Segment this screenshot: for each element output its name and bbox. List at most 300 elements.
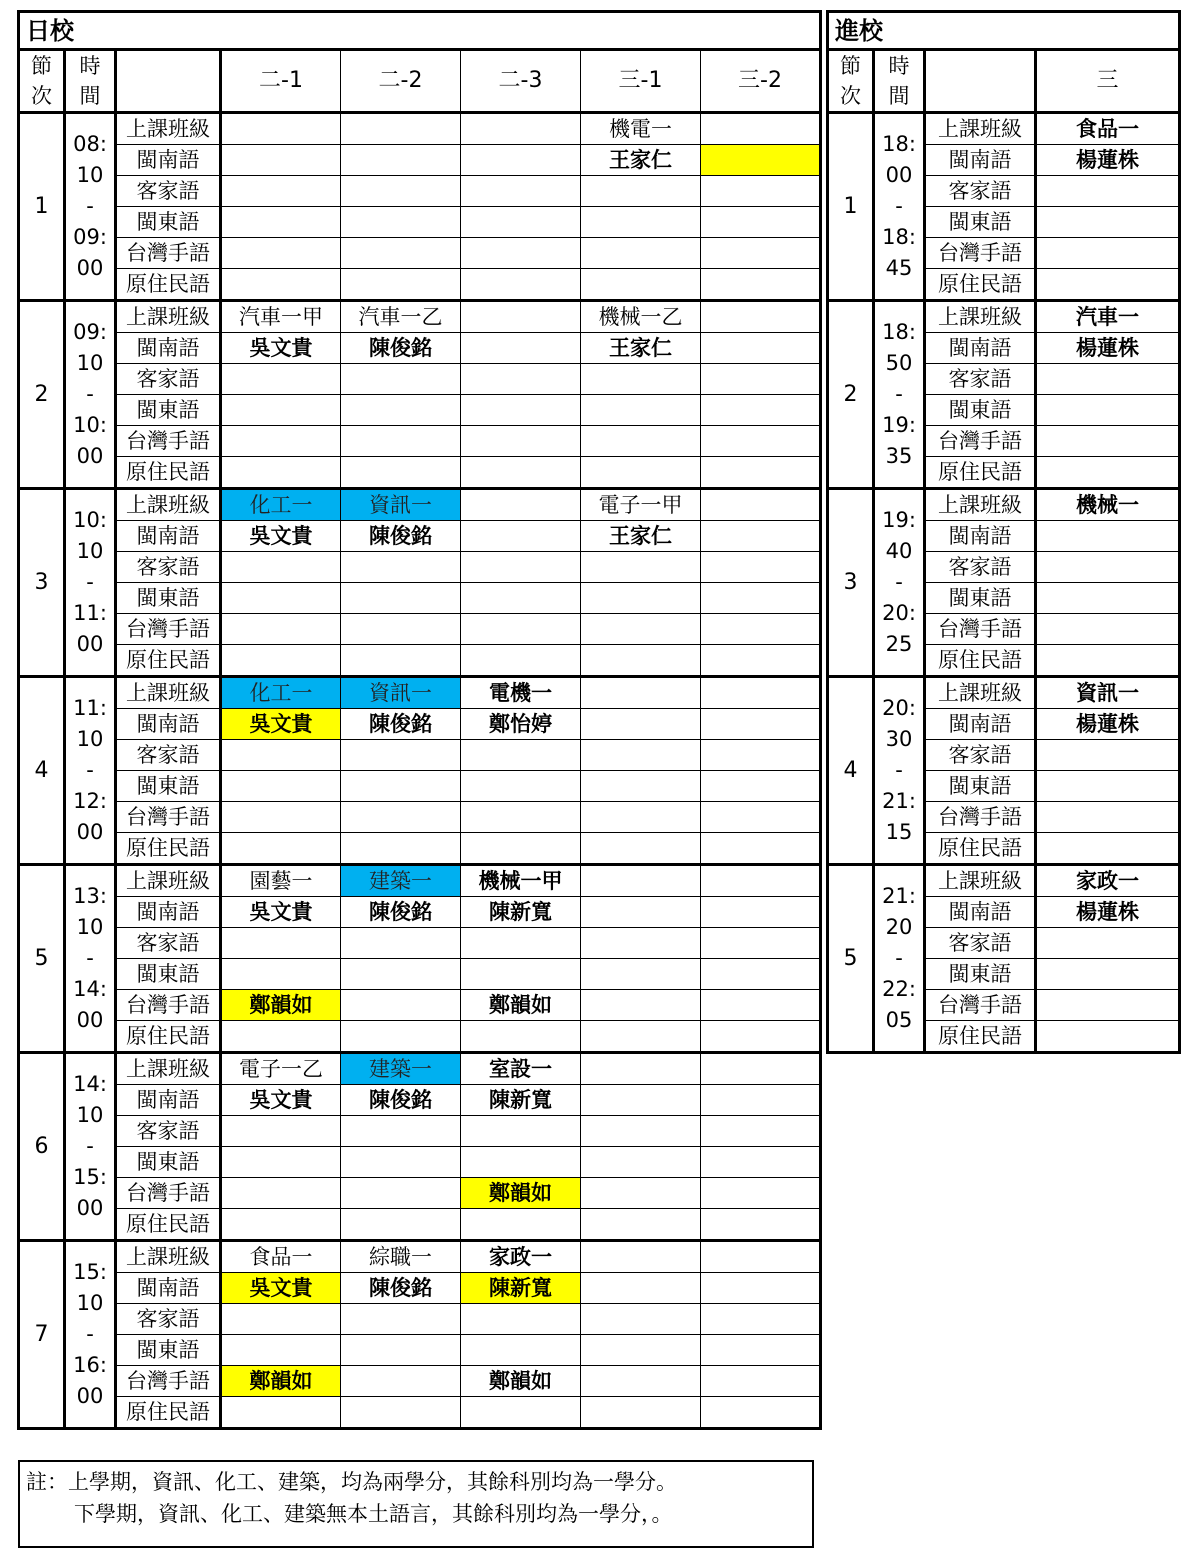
day-school-table <box>17 10 822 1430</box>
schedule-cell <box>1036 1021 1180 1053</box>
schedule-row <box>19 364 821 395</box>
schedule-cell <box>581 207 701 238</box>
schedule-cell <box>461 771 581 802</box>
schedule-row <box>828 489 1180 521</box>
period-time <box>65 677 116 865</box>
period-number: 1 <box>19 113 65 301</box>
schedule-cell <box>581 740 701 771</box>
schedule-row <box>19 1116 821 1147</box>
footnote-line-2: 下學期，資訊、化工、建築無本土語言，其餘科別均為一學分，。 <box>74 1502 673 1526</box>
schedule-cell <box>1036 269 1180 301</box>
schedule-cell <box>341 959 461 990</box>
schedule-cell <box>701 990 821 1021</box>
period-time-part: 00 <box>76 1008 104 1032</box>
schedule-cell: 王家仁 <box>581 145 701 176</box>
schedule-cell: 陳俊銘 <box>341 897 461 928</box>
schedule-cell <box>341 395 461 426</box>
title-row <box>19 12 821 50</box>
row-label: 閩東語 <box>116 771 221 802</box>
row-label: 台灣手語 <box>116 1366 221 1397</box>
row-label: 閩東語 <box>116 1335 221 1366</box>
period-time-part: 11: <box>73 696 107 720</box>
schedule-cell <box>461 176 581 207</box>
schedule-cell: 電子一甲 <box>581 489 701 521</box>
header-column: 三-1 <box>581 50 701 113</box>
schedule-cell: 資訊一 <box>341 489 461 521</box>
row-label: 閩東語 <box>116 207 221 238</box>
period-time <box>874 489 925 677</box>
row-label: 閩南語 <box>116 145 221 176</box>
header-period-char: 節 <box>31 54 52 78</box>
row-label: 原住民語 <box>925 1021 1036 1053</box>
schedule-cell: 楊蓮株 <box>1036 145 1180 176</box>
header-period-char: 節 <box>840 54 861 78</box>
schedule-row <box>19 802 821 833</box>
schedule-cell <box>701 176 821 207</box>
header-label-blank <box>116 50 221 113</box>
period-time-part: 21: <box>882 884 916 908</box>
schedule-cell <box>461 802 581 833</box>
schedule-row <box>19 1335 821 1366</box>
schedule-row <box>19 897 821 928</box>
period-number: 1 <box>828 113 874 301</box>
row-label: 台灣手語 <box>925 802 1036 833</box>
schedule-cell <box>341 113 461 145</box>
period-time-part: 08: <box>73 132 107 156</box>
schedule-cell <box>581 677 701 709</box>
schedule-row <box>19 645 821 677</box>
schedule-cell <box>701 1021 821 1053</box>
schedule-cell <box>701 709 821 740</box>
schedule-cell: 陳俊銘 <box>341 521 461 552</box>
period-time-part: 00 <box>76 444 104 468</box>
schedule-cell <box>701 238 821 269</box>
schedule-cell <box>1036 990 1180 1021</box>
schedule-row <box>19 552 821 583</box>
schedule-row <box>19 301 821 333</box>
schedule-cell: 汽車一 <box>1036 301 1180 333</box>
schedule-cell: 建築一 <box>341 865 461 897</box>
schedule-cell <box>701 1147 821 1178</box>
period-time-part: - <box>86 194 94 218</box>
schedule-row <box>19 113 821 145</box>
schedule-cell <box>581 990 701 1021</box>
period-time-part: 10 <box>76 727 104 751</box>
header-time <box>874 50 925 113</box>
header-label-blank <box>925 50 1036 113</box>
schedule-cell <box>701 426 821 457</box>
row-label: 閩南語 <box>116 1085 221 1116</box>
schedule-cell <box>461 1116 581 1147</box>
period-number: 2 <box>19 301 65 489</box>
schedule-row <box>19 583 821 614</box>
schedule-cell <box>341 1335 461 1366</box>
schedule-cell <box>701 1178 821 1209</box>
period-time-part: 35 <box>885 444 913 468</box>
period-time-part: 15: <box>73 1165 107 1189</box>
schedule-cell <box>461 457 581 489</box>
schedule-cell <box>341 1178 461 1209</box>
schedule-cell <box>221 1304 341 1335</box>
period-time-part: 16: <box>73 1353 107 1377</box>
schedule-cell <box>701 113 821 145</box>
period-time-part: 11: <box>73 601 107 625</box>
schedule-cell <box>221 1209 341 1241</box>
period-time-part: 00 <box>76 820 104 844</box>
period-time-part: 12: <box>73 789 107 813</box>
header-column: 三-2 <box>701 50 821 113</box>
schedule-cell <box>581 1209 701 1241</box>
period-time-part: 20: <box>882 696 916 720</box>
row-label: 閩東語 <box>925 583 1036 614</box>
schedule-cell <box>461 740 581 771</box>
row-label: 台灣手語 <box>116 238 221 269</box>
row-label: 上課班級 <box>925 301 1036 333</box>
schedule-cell: 鄭韻如 <box>461 1366 581 1397</box>
row-label: 閩南語 <box>925 145 1036 176</box>
schedule-cell <box>341 552 461 583</box>
schedule-cell <box>701 1241 821 1273</box>
schedule-cell: 機械一乙 <box>581 301 701 333</box>
period-time-part: 30 <box>885 727 913 751</box>
schedule-cell: 室設一 <box>461 1053 581 1085</box>
schedule-cell <box>221 395 341 426</box>
period-time-part: 19: <box>882 508 916 532</box>
period-time <box>65 489 116 677</box>
schedule-cell: 家政一 <box>461 1241 581 1273</box>
period-time-part: - <box>86 1134 94 1158</box>
schedule-cell <box>341 1397 461 1429</box>
period-time <box>65 1241 116 1429</box>
schedule-cell: 吳文貴 <box>221 709 341 740</box>
header-time <box>65 50 116 113</box>
schedule-cell <box>701 1085 821 1116</box>
period-time-part: 10 <box>76 539 104 563</box>
schedule-cell: 化工一 <box>221 489 341 521</box>
schedule-cell: 陳新寬 <box>461 1273 581 1304</box>
schedule-cell <box>341 1021 461 1053</box>
schedule-cell <box>461 426 581 457</box>
schedule-cell <box>701 145 821 176</box>
schedule-row <box>19 677 821 709</box>
schedule-cell <box>581 238 701 269</box>
schedule-cell <box>341 1304 461 1335</box>
schedule-cell <box>701 301 821 333</box>
row-label: 原住民語 <box>925 457 1036 489</box>
row-label: 原住民語 <box>116 457 221 489</box>
row-label: 客家語 <box>116 740 221 771</box>
schedule-cell <box>461 833 581 865</box>
schedule-cell: 吳文貴 <box>221 333 341 364</box>
schedule-cell <box>341 426 461 457</box>
row-label: 客家語 <box>925 552 1036 583</box>
schedule-cell <box>1036 833 1180 865</box>
schedule-cell <box>701 928 821 959</box>
row-label: 閩東語 <box>116 1147 221 1178</box>
period-time-part: 50 <box>885 351 913 375</box>
schedule-cell <box>221 1335 341 1366</box>
schedule-cell: 鄭韻如 <box>221 1366 341 1397</box>
period-time-part: 25 <box>885 632 913 656</box>
period-time-part: 00 <box>885 163 913 187</box>
schedule-cell <box>221 207 341 238</box>
schedule-cell <box>461 1304 581 1335</box>
night-school-table <box>826 10 1181 1054</box>
period-time-part: 19: <box>882 413 916 437</box>
schedule-cell <box>581 645 701 677</box>
schedule-cell <box>221 959 341 990</box>
schedule-cell <box>461 364 581 395</box>
row-label: 原住民語 <box>116 1397 221 1429</box>
header-time-char: 間 <box>888 84 910 108</box>
schedule-cell <box>581 833 701 865</box>
schedule-row <box>19 269 821 301</box>
period-time-part: - <box>86 570 94 594</box>
schedule-cell <box>221 802 341 833</box>
period-number: 6 <box>19 1053 65 1241</box>
schedule-row <box>19 395 821 426</box>
schedule-cell <box>581 426 701 457</box>
row-label: 客家語 <box>925 364 1036 395</box>
schedule-cell <box>341 771 461 802</box>
schedule-cell <box>581 1366 701 1397</box>
schedule-cell <box>461 145 581 176</box>
schedule-cell: 楊蓮株 <box>1036 333 1180 364</box>
schedule-cell: 鄭怡婷 <box>461 709 581 740</box>
schedule-row <box>19 990 821 1021</box>
row-label: 台灣手語 <box>116 990 221 1021</box>
schedule-row <box>19 176 821 207</box>
row-label: 客家語 <box>116 928 221 959</box>
row-label: 原住民語 <box>925 833 1036 865</box>
row-label: 台灣手語 <box>925 990 1036 1021</box>
period-time-part: 18: <box>882 132 916 156</box>
schedule-row <box>19 145 821 176</box>
schedule-cell <box>221 552 341 583</box>
schedule-row <box>19 238 821 269</box>
row-label: 閩東語 <box>925 207 1036 238</box>
schedule-cell <box>341 1209 461 1241</box>
schedule-cell <box>341 645 461 677</box>
schedule-row <box>828 301 1180 333</box>
schedule-cell <box>701 771 821 802</box>
schedule-cell <box>341 740 461 771</box>
schedule-cell <box>341 802 461 833</box>
section-title: 進校 <box>828 12 1180 50</box>
row-label: 閩南語 <box>116 521 221 552</box>
schedule-cell <box>221 1178 341 1209</box>
schedule-cell: 建築一 <box>341 1053 461 1085</box>
schedule-cell <box>341 928 461 959</box>
period-number: 7 <box>19 1241 65 1429</box>
row-label: 上課班級 <box>925 113 1036 145</box>
schedule-cell <box>701 833 821 865</box>
schedule-row <box>19 426 821 457</box>
row-label: 上課班級 <box>116 489 221 521</box>
schedule-cell <box>701 865 821 897</box>
row-label: 台灣手語 <box>925 614 1036 645</box>
header-row <box>828 50 1180 113</box>
schedule-cell <box>1036 802 1180 833</box>
schedule-cell <box>221 364 341 395</box>
schedule-cell <box>221 457 341 489</box>
period-time-part: 10 <box>76 163 104 187</box>
schedule-cell: 汽車一乙 <box>341 301 461 333</box>
schedule-cell: 電機一 <box>461 677 581 709</box>
period-time-part: 45 <box>885 256 913 280</box>
schedule-cell <box>341 833 461 865</box>
schedule-cell <box>701 897 821 928</box>
schedule-cell <box>461 928 581 959</box>
schedule-cell <box>221 1147 341 1178</box>
row-label: 台灣手語 <box>925 426 1036 457</box>
period-time-part: 00 <box>76 632 104 656</box>
schedule-row <box>19 1366 821 1397</box>
header-period <box>828 50 874 113</box>
schedule-cell <box>221 614 341 645</box>
row-label: 原住民語 <box>925 645 1036 677</box>
schedule-cell <box>1036 207 1180 238</box>
row-label: 閩南語 <box>116 1273 221 1304</box>
schedule-cell <box>581 1241 701 1273</box>
row-label: 上課班級 <box>116 865 221 897</box>
schedule-cell <box>581 552 701 583</box>
schedule-cell: 陳俊銘 <box>341 709 461 740</box>
schedule-cell <box>461 552 581 583</box>
schedule-cell <box>461 1209 581 1241</box>
schedule-cell: 機械一甲 <box>461 865 581 897</box>
period-number: 3 <box>828 489 874 677</box>
schedule-cell: 綜職一 <box>341 1241 461 1273</box>
schedule-cell <box>461 1397 581 1429</box>
schedule-cell: 吳文貴 <box>221 897 341 928</box>
row-label: 客家語 <box>925 740 1036 771</box>
schedule-row <box>19 740 821 771</box>
schedule-cell: 汽車一甲 <box>221 301 341 333</box>
schedule-row <box>19 489 821 521</box>
schedule-cell <box>701 489 821 521</box>
period-number: 2 <box>828 301 874 489</box>
period-time-part: - <box>895 570 903 594</box>
schedule-row <box>19 207 821 238</box>
header-period-char: 次 <box>840 84 861 108</box>
period-time <box>65 113 116 301</box>
header-time-char: 間 <box>79 84 101 108</box>
schedule-cell <box>581 1273 701 1304</box>
header-period <box>19 50 65 113</box>
schedule-cell <box>1036 457 1180 489</box>
schedule-cell: 機械一 <box>1036 489 1180 521</box>
schedule-cell: 鄭韻如 <box>461 1178 581 1209</box>
schedule-row <box>19 959 821 990</box>
schedule-row <box>19 709 821 740</box>
period-time-part: 09: <box>73 320 107 344</box>
schedule-cell <box>1036 583 1180 614</box>
period-time-part: - <box>86 758 94 782</box>
schedule-cell <box>701 1397 821 1429</box>
schedule-cell: 鄭韻如 <box>221 990 341 1021</box>
schedule-cell <box>701 395 821 426</box>
schedule-cell <box>221 1021 341 1053</box>
row-label: 台灣手語 <box>925 238 1036 269</box>
schedule-cell <box>461 333 581 364</box>
schedule-cell <box>701 1335 821 1366</box>
period-time-part: 14: <box>73 977 107 1001</box>
period-time <box>874 865 925 1053</box>
schedule-cell <box>1036 364 1180 395</box>
schedule-cell <box>221 740 341 771</box>
schedule-row <box>828 677 1180 709</box>
period-time <box>65 865 116 1053</box>
period-time-part: - <box>895 946 903 970</box>
period-time-part: 10 <box>76 915 104 939</box>
period-time-part: 18: <box>882 320 916 344</box>
row-label: 原住民語 <box>116 269 221 301</box>
schedule-row <box>19 1397 821 1429</box>
period-time-part: 20 <box>885 915 913 939</box>
schedule-cell <box>341 457 461 489</box>
schedule-cell <box>221 1116 341 1147</box>
row-label: 閩南語 <box>116 897 221 928</box>
schedule-cell: 電子一乙 <box>221 1053 341 1085</box>
schedule-cell <box>581 1116 701 1147</box>
schedule-row <box>19 1241 821 1273</box>
schedule-cell <box>701 614 821 645</box>
schedule-cell <box>581 1397 701 1429</box>
schedule-row <box>19 333 821 364</box>
schedule-cell: 鄭韻如 <box>461 990 581 1021</box>
header-column: 二-2 <box>341 50 461 113</box>
schedule-cell <box>581 1085 701 1116</box>
schedule-cell <box>341 145 461 176</box>
schedule-cell: 吳文貴 <box>221 1085 341 1116</box>
schedule-cell <box>341 583 461 614</box>
schedule-cell <box>461 1021 581 1053</box>
row-label: 台灣手語 <box>116 614 221 645</box>
schedule-row <box>19 1021 821 1053</box>
row-label: 閩東語 <box>925 771 1036 802</box>
schedule-cell <box>461 207 581 238</box>
schedule-cell <box>581 1178 701 1209</box>
schedule-cell <box>341 364 461 395</box>
period-time-part: 15: <box>73 1260 107 1284</box>
row-label: 閩東語 <box>925 395 1036 426</box>
schedule-cell <box>221 176 341 207</box>
schedule-cell <box>461 583 581 614</box>
period-time-part: 10 <box>76 1291 104 1315</box>
schedule-cell <box>581 614 701 645</box>
schedule-row <box>19 614 821 645</box>
row-label: 閩東語 <box>116 583 221 614</box>
schedule-cell <box>461 238 581 269</box>
schedule-cell: 資訊一 <box>1036 677 1180 709</box>
schedule-cell <box>221 426 341 457</box>
schedule-row <box>19 833 821 865</box>
schedule-row <box>19 865 821 897</box>
schedule-cell: 陳俊銘 <box>341 333 461 364</box>
header-column: 三 <box>1036 50 1180 113</box>
footnote <box>18 1460 814 1548</box>
schedule-cell <box>581 1021 701 1053</box>
schedule-cell <box>461 614 581 645</box>
schedule-cell <box>461 521 581 552</box>
section-title: 日校 <box>19 12 821 50</box>
schedule-cell <box>1036 426 1180 457</box>
schedule-cell <box>221 645 341 677</box>
period-time-part: 09: <box>73 225 107 249</box>
period-time-part: 13: <box>73 884 107 908</box>
row-label: 客家語 <box>116 364 221 395</box>
